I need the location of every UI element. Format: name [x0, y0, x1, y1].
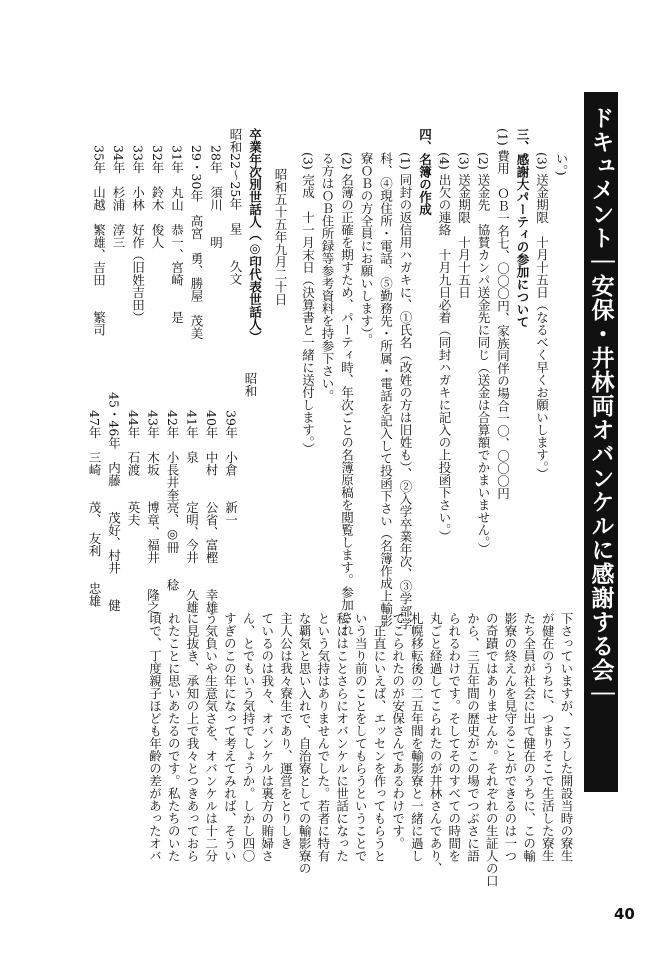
committee-name-column: 40年 中村 公省、富樫 幸雄: [204, 410, 219, 614]
text-column: 昭和五十五年九月二十日: [273, 168, 288, 306]
text-column: る方はＯＢ住所録等参考資料を持参下さい。: [320, 152, 335, 402]
text-column: い。): [554, 152, 569, 176]
essay-line: いう当り前のことをしてもらうということで: [353, 612, 369, 862]
essay-line: の奇蹟ではありませんか。それぞれの生証人の口: [484, 612, 500, 887]
essay-line: 私にはことさらにオバンケルに世話になった: [334, 612, 350, 862]
text-column: 三、感謝大パーティの参加について: [515, 128, 530, 328]
text-column: (3) 送金期限 十月十五日: [456, 152, 472, 299]
essay-line: ているのは我々、オバンケルは裏方の賄婦さ: [259, 612, 275, 862]
text-column: 33年 小林 好作（旧姓吉田）: [130, 145, 146, 324]
essay-line: から、三五年間の歴史がこの場でつぶさに語: [465, 612, 481, 862]
essay-line: 主人公は我々寮生であり、運営をとりしき: [278, 612, 294, 850]
essay-line: が健在のうちに、つまりそこで生活した寮生: [540, 612, 556, 862]
text-column: 四、名簿の作成: [417, 128, 433, 216]
text-column: 科、④現住所・電話、⑤勤務先・所属・電話を記入して投函下さい（名簿作成上輸影: [378, 152, 394, 627]
text-column: (2) 名簿の正確を期すため、パーティ時、年次ごとの名簿原稿を閲覧します。参加され: [339, 152, 355, 637]
essay-line: という気持はありませんでした。若者に特有: [315, 612, 331, 862]
essay-line: たち全員が社会に出て健在のうちに、この輸: [521, 612, 537, 862]
page-number: 40: [614, 905, 635, 923]
essay-line: な覇気と思い入れで、自治寮としての輸影寮の: [297, 612, 313, 875]
essay-text: [55, 612, 575, 902]
text-column: (4) 出欠の連絡 十月九日必着（同封ハガキに記入の上投函下さい。）: [437, 152, 452, 543]
text-column: 31年 丸山 恭一、宮崎 是: [169, 145, 185, 324]
committee-name-column: 43年 木坂 博章、福井 隆之: [145, 410, 161, 614]
essay-line: 頃で、丁度親子ほども年齢の差があったオバ: [147, 612, 163, 862]
text-column: 28年 須川 明: [208, 145, 224, 249]
text-column: 寮ＯＢの方全員にお願いします）。: [359, 152, 374, 346]
essay-line: 下さっていますが、こうした開設当時の寮生: [559, 612, 574, 862]
committee-name-column: 昭和: [243, 372, 258, 397]
text-column: 34年 杉浦 淳三: [111, 145, 126, 249]
committee-name-column: 39年 小倉 新一: [223, 410, 239, 526]
text-column: (3) 送金期限 十月十五日（なるべく早くお願いします。）: [534, 152, 550, 480]
essay-line: 丸ごと経過してこられたのが井林さんであり、: [428, 612, 444, 875]
essay-line: ん、とでもいう気持でしょうか。しかし四〇: [241, 612, 257, 862]
text-column: (3) 完成 十一月末日（決算書と一緒に送付します。）: [300, 152, 316, 455]
essay-line: 札幌移転後の二五年間を輸影寮と一緒に過し: [409, 612, 425, 862]
text-column: 32年 鈴木 俊人: [150, 145, 165, 249]
document-title: ドキュメント｜安保・井林両オバンケルに感謝する会｜: [584, 92, 618, 792]
committee-name-column: 44年 石渡 英夫: [126, 410, 141, 526]
essay-line: られるわけです。そしてそのすべての時間を: [446, 612, 462, 862]
committee-name-column: 41年 泉 定明、今井 久雄: [184, 410, 200, 614]
essay-line: 正直にいえば、エッセンを作ってもらうと: [371, 612, 387, 862]
text-column: (2) 送金先 協賛カンパ送金先に同じ（送金は合算額でかまいません。）: [476, 152, 491, 555]
text-column: 29・30年 高宮 勇、勝屋 茂美: [189, 145, 204, 340]
committee-name-column: 42年 小長井奎亮、◎冊 稔: [165, 410, 180, 591]
essay-line: に見抜き、承知の上で我々とつきあっておら: [184, 612, 200, 862]
essay-line: 影寮の終えんを見守ることができるのは一つ: [502, 612, 518, 862]
committee-name-column: 47年 三崎 茂、 友利 忠雄: [87, 410, 102, 608]
essay-line: れたことに思いあたるのです。私たちのいた: [166, 612, 182, 862]
text-column: 35年 山越 繁雄、吉田 繁司: [91, 145, 107, 336]
text-column: 昭和22～25年 星 久文: [228, 128, 243, 285]
text-column: (1) 費用 ＯＢ一名七、〇〇〇円、家族同伴の場合一〇、〇〇〇円: [495, 128, 511, 500]
essay-line: う気負いや生意気さを、オバンケルは十二分: [203, 612, 219, 862]
essay-line: すぎのこの年になって考えてみれば、そうい: [222, 612, 238, 862]
committee-name-column: 45・46年 内藤 茂好、村井 健: [106, 392, 122, 612]
essay-line: てこられたのが安保さんであるわけです。: [390, 612, 406, 850]
text-column: 卒業年次別世話人（◎印代表世話人）: [247, 128, 263, 343]
text-column: (1) 同封の返信用ハガキに、①氏名（改姓の方は旧姓も）、②入学卒業年次、③学部学: [398, 152, 413, 630]
